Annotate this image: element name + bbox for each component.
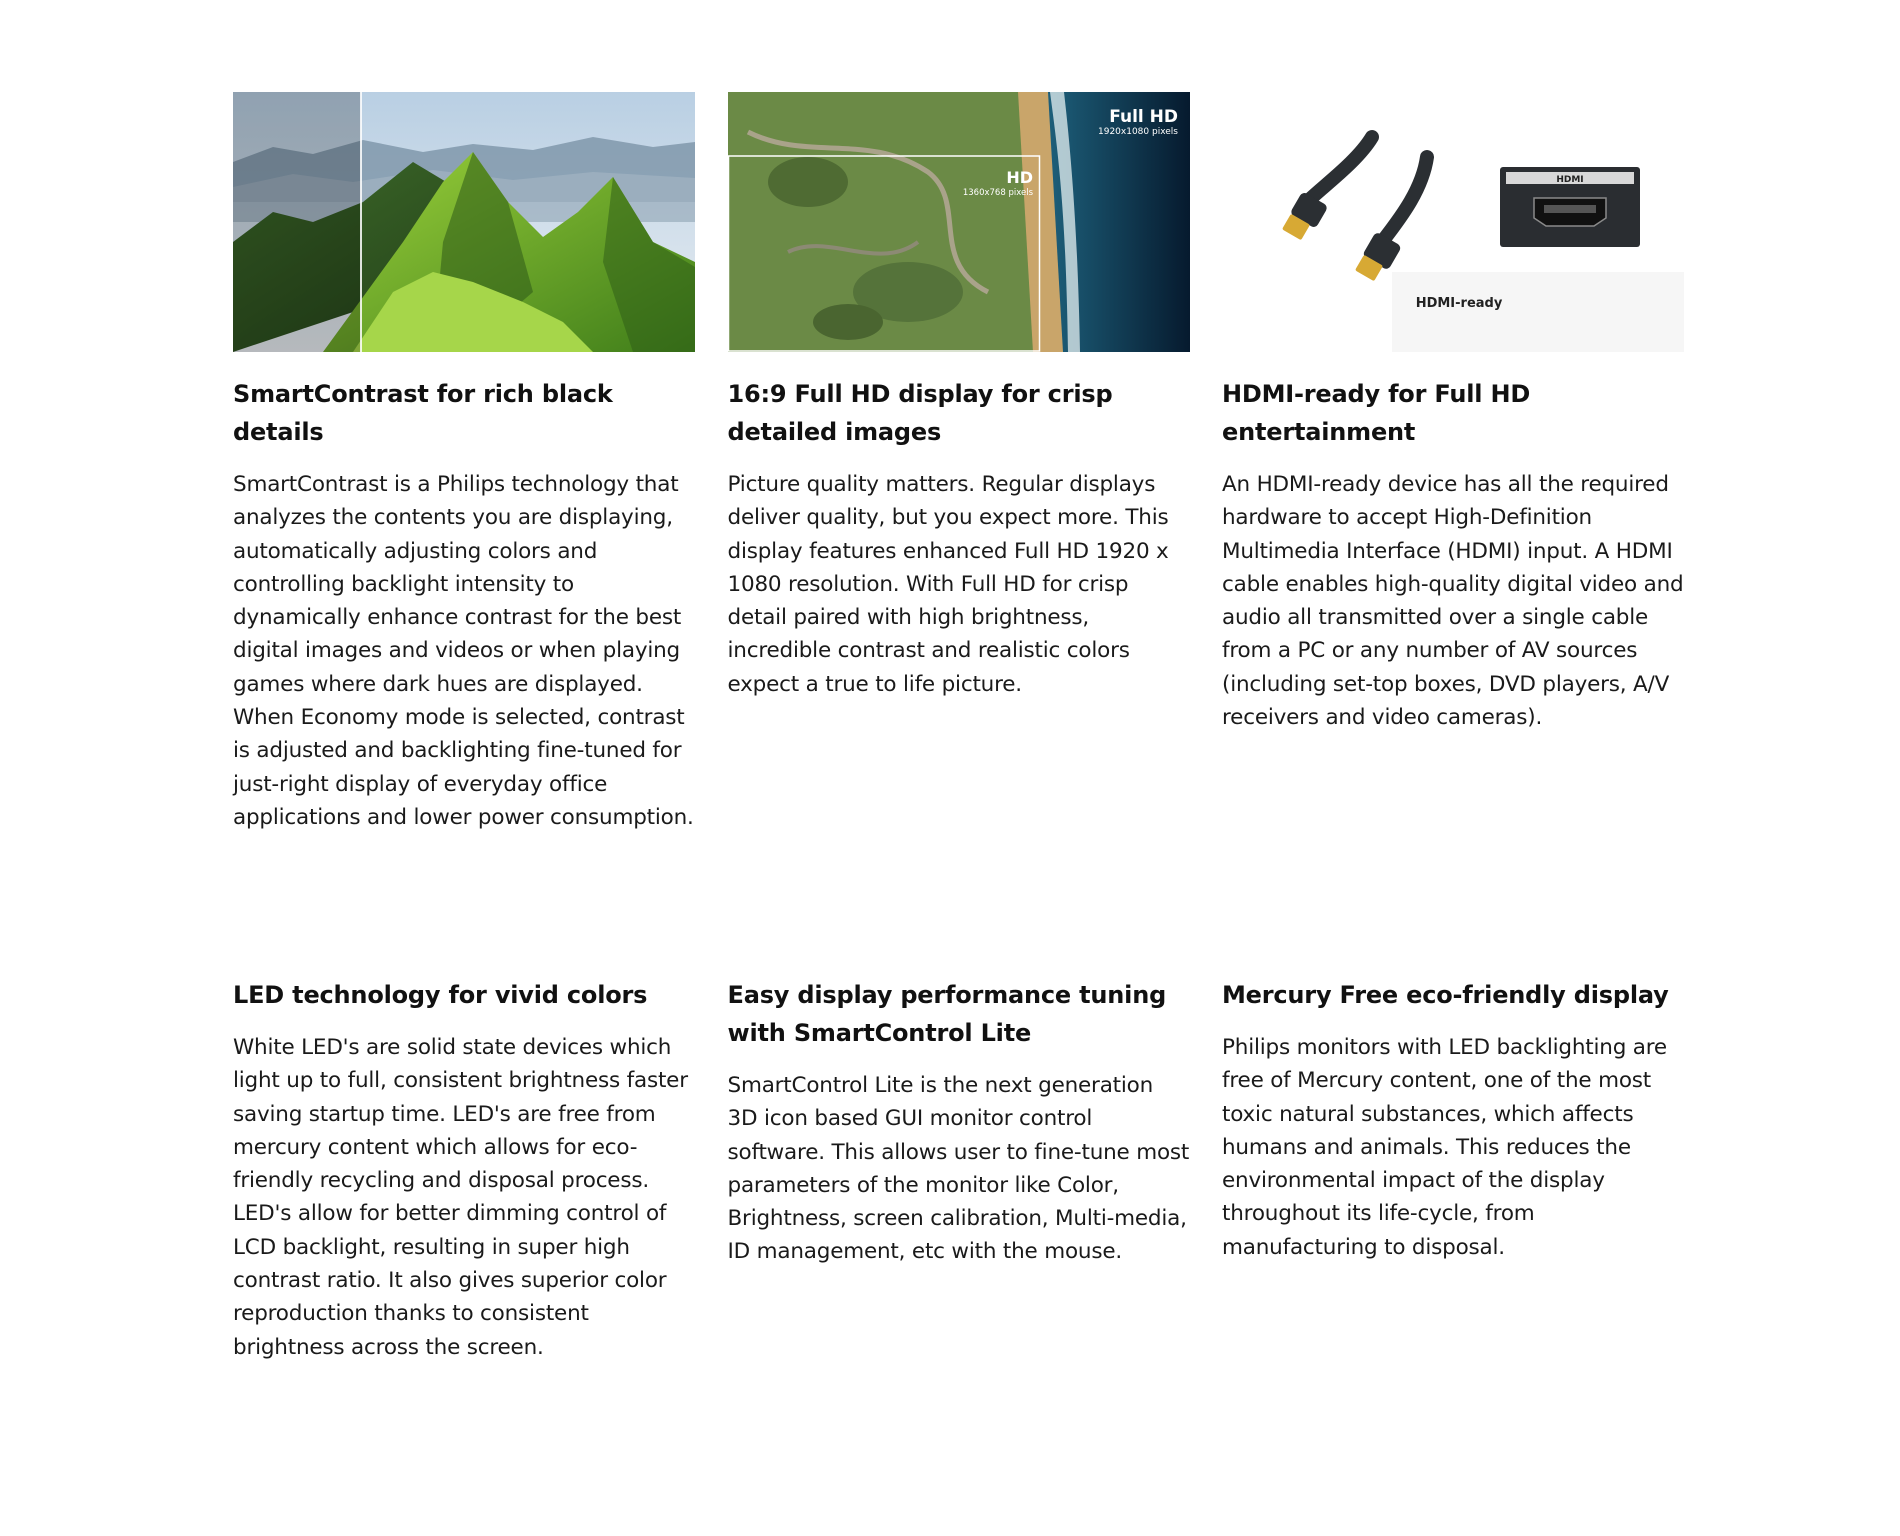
feature-card-smartcontrol-lite [728,976,1190,1364]
full-hd-label: Full HD [1108,107,1178,127]
feature-title: HDMI-ready for Full HD entertainment [1222,380,1531,446]
feature-description: SmartControl Lite is the next generation 3D icon based GUI monitor control software. This allows user to fine-tune most parameters of the monitor like Color, Brightness, screen calibration, Multi-media, ID management, etc with the mouse. [727,1073,1190,1265]
feature-description: White LED's are solid state devices which light up to full, consistent brightness faster saving startup time. LED's are free from mercury content which allows for eco-friendly recycling and disposal process. LED's allow for better dimming control of LCD backlight, resulting in super high contrast ratio. It also gives superior color reproduction thanks to consistent brightness across the screen. [233,1035,688,1360]
feature-description: An HDMI-ready device has all the required hardware to accept High-Definition Multimedia Interface (HDMI) input. A HDMI cable enables high-quality digital video and audio all transmitted over a single cable from a PC or any number of AV sources (including set-top boxes, DVD players, A/V receivers and video cameras). [1222,472,1684,731]
hd-pixels-label: 1360x768 pixels [962,188,1033,198]
feature-title: Mercury Free eco-friendly display [1222,981,1669,1009]
feature-title: SmartContrast for rich black details [233,380,613,446]
feature-card-smartcontrast [233,92,695,834]
feature-card-hdmi [1222,92,1684,834]
feature-description: SmartContrast is a Philips technology that analyzes the contents you are displaying, automatically adjusting colors and controlling backlight intensity to dynamically enhance contrast for the best digital images and videos or when playing games where dark hues are displayed. When Economy mode is selected, contrast is adjusted and backlighting fine-tuned for just-right display of everyday office applications and lower power consumption. [233,472,694,830]
hdmi-cable-image [1222,92,1684,352]
coastline-resolution-image [728,92,1190,352]
feature-title: Easy display performance tuning with SmartControl Lite [727,981,1167,1047]
mountain-contrast-image [233,92,695,352]
feature-description: Philips monitors with LED backlighting are free of Mercury content, one of the most toxic natural substances, which affects humans and animals. This reduces the environmental impact of the display throughout its life-cycle, from manufacturing to disposal. [1222,1035,1667,1260]
full-hd-pixels-label: 1920x1080 pixels [1097,127,1178,137]
feature-title: LED technology for vivid colors [233,981,648,1009]
feature-card-full-hd [728,92,1190,834]
feature-card-mercury-free [1222,976,1684,1364]
hdmi-ready-caption: HDMI-ready [1415,296,1503,311]
hd-label: HD [1005,168,1033,187]
hdmi-port-label: HDMI [1556,175,1584,185]
feature-title: 16:9 Full HD display for crisp detailed images [727,380,1113,446]
feature-row [233,976,1684,1364]
feature-card-led [233,976,695,1364]
feature-description: Picture quality matters. Regular displays deliver quality, but you expect more. This display features enhanced Full HD 1920 x 1080 resolution. With Full HD for crisp detail paired with high brightness, incredible contrast and realistic colors expect a true to life picture. [727,472,1169,697]
feature-row [233,92,1684,834]
feature-grid [233,92,1684,1360]
